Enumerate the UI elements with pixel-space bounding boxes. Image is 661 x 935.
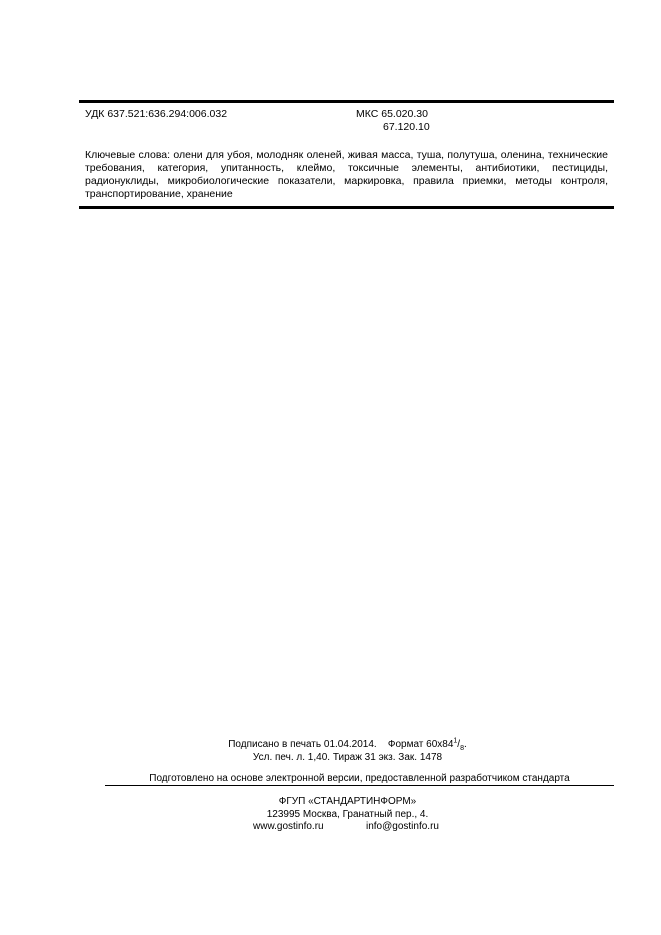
mks-code-2: 67.120.10: [383, 121, 430, 133]
format-numerator: 1: [453, 737, 458, 745]
publisher-address: 123995 Москва, Гранатный пер., 4.: [266, 809, 429, 820]
website-link[interactable]: www.gostinfo.ru: [253, 821, 324, 832]
udk-code: УДК 637.521:636.294:006.032: [85, 108, 228, 120]
email-link[interactable]: info@gostinfo.ru: [366, 821, 439, 832]
imprint-block: Подписано в печать 01.04.2014. Формат $60x84^1/_8$.: [228, 737, 467, 752]
print-details: Усл. печ. л. 1,40. Тираж 31 экз. Зак. 1478: [252, 752, 443, 763]
format-denominator: 8: [460, 745, 464, 752]
mks-codes: [356, 108, 430, 134]
signed-date: Подписано в печать 01.04.2014.: [228, 739, 377, 750]
keywords-paragraph: Ключевые слова: олени для убоя, молодняк оленей, живая масса, туша, полутуша, оленина, технические требования, категория, упитанность, клеймо, токсичные элементы, антибиотики, пестициды, радионуклиды, микробиологические показатели, маркировка, правила приемки, методы контроля, транспортирование, хранение: [85, 149, 608, 200]
paper-format: Формат 60x84: [387, 739, 454, 750]
prepared-rule: [105, 785, 614, 786]
publisher-name: ФГУП «СТАНДАРТИНФОРМ»: [278, 796, 417, 807]
mks-code-1: МКС 65.020.30: [356, 108, 428, 120]
top-rule: [79, 100, 614, 103]
keywords-bottom-rule: [79, 206, 614, 209]
prepared-note: Подготовлено на основе электронной версии, предоставленной разработчиком стандарта: [149, 773, 570, 784]
